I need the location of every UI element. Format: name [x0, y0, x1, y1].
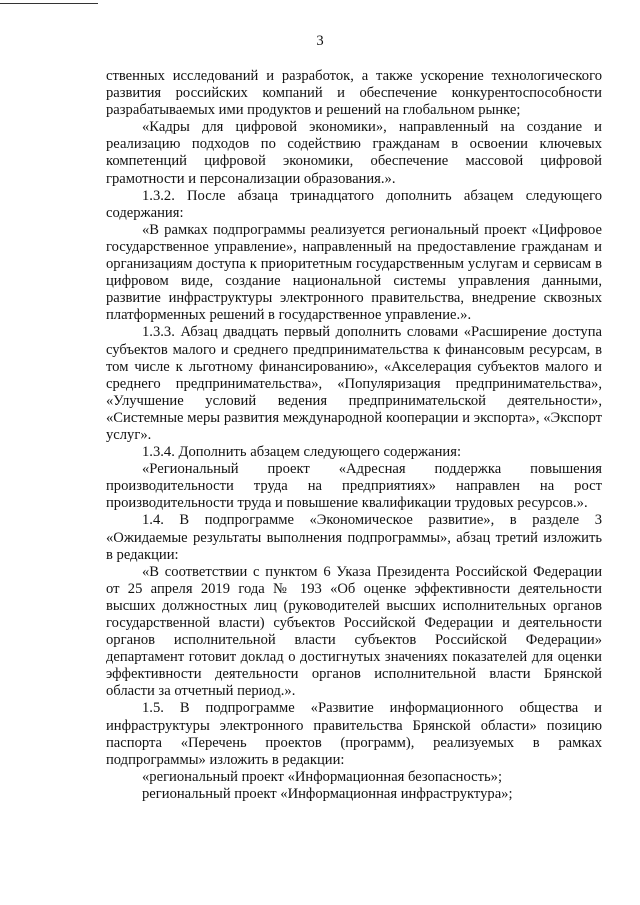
paragraph-1-3-4: 1.3.4. Дополнить абзацем следующего содержания: [142, 444, 462, 461]
paragraph-1-3-3: 1.3.3. Абзац двадцать первый дополнить словами «Расширение доступа субъектов малого и среднего предпринимательства к финансовым ресурсам, в том числе к льготному финансированию», «Акселерация субъектов малого и среднего предпринимательства», «Популяризация предпринимательства», «Улучшение условий ведения предпринимательской деятельности», «Системные меры развития международной кооперации и экспорта», «Экспорт услуг». [106, 324, 602, 443]
top-rule [0, 3, 98, 4]
paragraph-1-5: 1.5. В подпрограмме «Развитие информационного общества и инфраструктуры электронного правительства Брянской области» позицию паспорта «Перечень проектов (программ), реализуемых в рамках подпрограммы» изложить в редакции: [106, 700, 602, 768]
paragraph-digital-government: «В рамках подпрограммы реализуется региональный проект «Цифровое государственное управление», направленный на предоставление гражданам и организациям доступа к приоритетным государственным услугам и сервисам в цифровом виде, создание национальной системы управления данными, развитие инфраструктуры электронного правительства, внедрение сквозных платформенных решений в государственное управление.». [106, 221, 602, 324]
paragraph-productivity-project: «Региональный проект «Адресная поддержка повышения производительности труда на предприятиях» направлен на рост производительности труда и повышение квалификации трудовых ресурсов.». [106, 461, 602, 512]
paragraph-continuation: ственных исследований и разработок, а также ускорение технологического развития российских компаний и обеспечение конкурентоспособности разрабатываемых ими продуктов и решений на глобальном рынке; [106, 68, 602, 119]
paragraph-1-3-2: 1.3.2. После абзаца тринадцатого дополнить абзацем следующего содержания: [106, 187, 602, 221]
paragraph-digital-personnel: «Кадры для цифровой экономики», направленный на создание и реализацию подходов по содействию гражданам в освоении ключевых компетенций цифровой экономики, обеспечение массовой цифровой грамотности и персонализации образования.». [106, 119, 602, 187]
paragraph-infosec-project: «региональный проект «Информационная безопасность»; [142, 768, 502, 785]
paragraph-1-4: 1.4. В подпрограмме «Экономическое развитие», в разделе 3 «Ожидаемые результаты выполнения подпрограммы», абзац третий изложить в редакции: [106, 512, 602, 563]
page-number: 3 [316, 33, 324, 49]
paragraph-decree-193: «В соответствии с пунктом 6 Указа Президента Российской Федерации от 25 апреля 2019 года № 193 «Об оценке эффективности деятельности высших должностных лиц (руководителей высших исполнительных органов государственной власти) субъектов Российской Федерации и деятельности органов исполнительной власти субъектов Российской Федерации» департамент готовит доклад о достигнутых значениях показателей для оценки эффективности деятельности органов исполнительной власти Брянской области за отчетный период.». [106, 563, 602, 700]
document-body [106, 68, 602, 803]
paragraph-infrastructure-project: региональный проект «Информационная инфраструктура»; [142, 785, 513, 802]
